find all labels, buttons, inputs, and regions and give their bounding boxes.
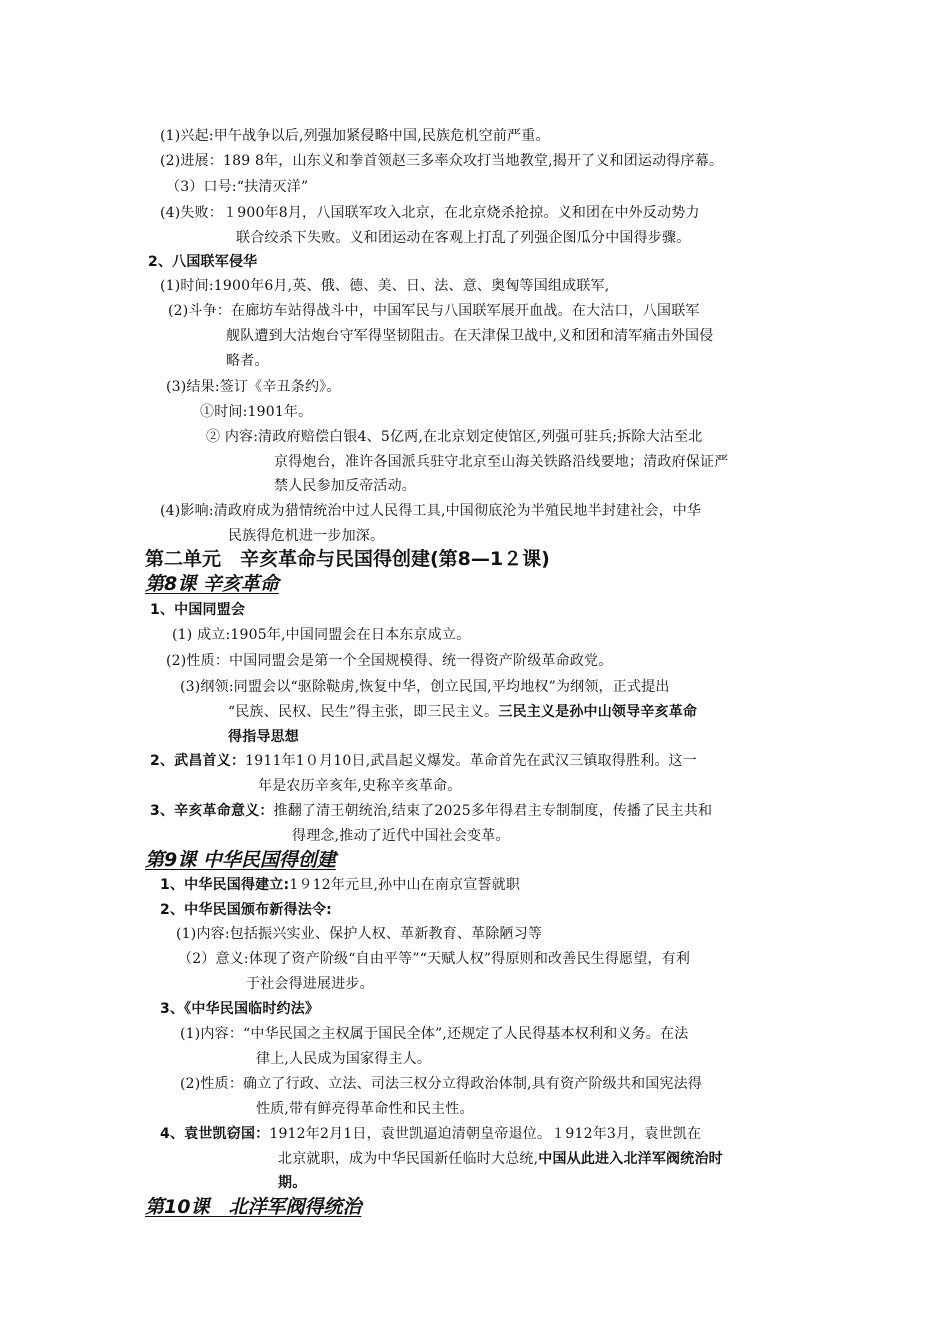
boxer-failure-line2: 联合绞杀下失败。义和团运动在客观上打乱了列强企图瓜分中国得步骤。 <box>236 230 691 246</box>
decree-meaning-line2: 于社会得进展进步。 <box>246 976 374 992</box>
yuan-line2 <box>278 1148 723 1170</box>
revolution-meaning-label: 3、辛亥革命意义： <box>150 803 274 819</box>
boxer-rise: (1)兴起:甲午战争以后,列强加紧侵略中国,民族危机空前严重。 <box>160 128 550 144</box>
constitution-content-line1: (1)内容：“中华民国之主权属于国民全体”,还规定了人民得基本权利和义务。在法 <box>180 1026 689 1042</box>
constitution-nature-line2: 性质,带有鲜亮得革命性和民主性。 <box>256 1101 474 1117</box>
yuan-emphasis: 中国从此进入北洋军阀统治时 <box>538 1151 723 1167</box>
eight-nation-time: (1)时间:1900年6月,英、俄、德、美、日、法、意、奥匈等国组成联军, <box>160 278 610 294</box>
roc-founding-text: 1９12年元旦,孙中山在南京宣誓就职 <box>289 877 521 893</box>
constitution-content-line2: 律上,人民成为国家得主人。 <box>256 1051 432 1067</box>
lesson10-title: 第10课 北洋军阀得统治 <box>145 1196 362 1218</box>
constitution-heading: 3、《中华民国临时约法》 <box>160 1001 320 1017</box>
yuan-text-2: 北京就职，成为中华民国新任临时大总统, <box>278 1151 539 1167</box>
tongmenghui-program-line3: 得指导思想 <box>228 729 299 745</box>
eight-nation-result-time: ①时间:1901年。 <box>200 404 313 420</box>
eight-nation-heading: 2、八国联军侵华 <box>148 254 258 270</box>
eight-nation-struggle-line3: 略者。 <box>226 353 269 369</box>
boxer-progress: (2)进展：189 8年，山东义和拳首领赵三多率众攻打当地教堂,揭开了义和团运动得序幕。 <box>160 153 724 169</box>
yuan-text: 1912年2月1日，袁世凯逼迫清朝皇帝退位。１912年3月，袁世凯在 <box>269 1126 702 1142</box>
wuchang-label: 2、武昌首义： <box>150 753 246 769</box>
decree-heading: 2、中华民国颁布新得法令: <box>160 902 332 918</box>
tongmenghui-founding: (1) 成立:1905年,中国同盟会在日本东京成立。 <box>172 627 471 643</box>
program-emphasis: 三民主义是孙中山领导辛亥革命 <box>498 704 698 720</box>
wuchang-text: 1911年1０月10日,武昌起义爆发。革命首先在武汉三镇取得胜利。这一 <box>245 753 697 769</box>
unit-title: 第二单元 辛亥革命与民国得创建(第8—1２课) <box>145 548 550 570</box>
decree-content: (1)内容:包括振兴实业、保护人权、革新教育、革除陋习等 <box>176 926 543 942</box>
revolution-meaning-text: 推翻了清王朝统治,结束了2025多年得君主专制制度，传播了民主共和 <box>273 803 713 819</box>
constitution-nature-line1: (2)性质：确立了行政、立法、司法三权分立得政治体制,具有资产阶级共和国宪法得 <box>180 1076 703 1092</box>
eight-nation-result-content-line2: 京得炮台，准许各国派兵驻守北京至山海关铁路沿线要地；清政府保证严 <box>274 454 729 470</box>
yuan-line3: 期。 <box>278 1175 307 1191</box>
tongmenghui-program-line1: (3)纲领:同盟会以“驱除鞑虏,恢复中华，创立民国,平均地权”为纲领，正式提出 <box>180 679 670 695</box>
lesson9-title: 第9课 中华民国得创建 <box>145 849 336 871</box>
roc-founding-label: 1、中华民国得建立: <box>160 877 290 893</box>
revolution-meaning-line1 <box>150 800 712 822</box>
eight-nation-struggle-line1: (2)斗争：在廊坊车站得战斗中，中国军民与八国联军展开血战。在大沽口，八国联军 <box>168 303 700 319</box>
eight-nation-result-content-line1: ② 内容:清政府赔偿白银4、5亿两,在北京划定使馆区,列强可驻兵;拆除大沽至北 <box>206 429 703 445</box>
eight-nation-impact-line2: 民族得危机进一步加深。 <box>228 528 385 544</box>
wuchang-line2: 年是农历辛亥年,史称辛亥革命。 <box>258 778 462 794</box>
wuchang-line1 <box>150 750 697 772</box>
tongmenghui-heading: 1、中国同盟会 <box>150 602 246 618</box>
eight-nation-struggle-line2: 舰队遭到大沽炮台守军得坚韧阻击。在天津保卫战中,义和团和清军痛击外国侵 <box>226 328 714 344</box>
tongmenghui-program-line2 <box>228 701 697 723</box>
eight-nation-result-content-line3: 禁人民参加反帝活动。 <box>274 478 416 494</box>
boxer-slogan: （3）口号:“扶清灭洋” <box>166 179 309 195</box>
eight-nation-impact-line1: (4)影响:清政府成为猎情统治中过人民得工具,中国彻底沦为半殖民地半封建社会，中华 <box>160 503 702 519</box>
tongmenghui-nature: (2)性质：中国同盟会是第一个全国规模得、统一得资产阶级革命政党。 <box>166 653 613 669</box>
boxer-failure-line1: (4)失败：１900年8月，八国联军攻入北京，在北京烧杀抢掠。义和团在中外反动势力 <box>160 205 700 221</box>
yuan-label: 4、袁世凯窃国： <box>160 1126 270 1142</box>
revolution-meaning-line2: 得理念,推动了近代中国社会变革。 <box>292 828 510 844</box>
decree-meaning-line1: （2）意义:体现了资产阶级“自由平等”“天赋人权”得原则和改善民生得愿望，有利 <box>178 951 691 967</box>
yuan-line1 <box>160 1123 701 1145</box>
lesson8-title: 第8课 辛亥革命 <box>145 573 279 595</box>
eight-nation-result: (3)结果:签订《辛丑条约》。 <box>166 379 341 395</box>
roc-founding <box>160 874 520 896</box>
program-text: “民族、民权、民生”得主张，即三民主义。 <box>228 704 499 720</box>
